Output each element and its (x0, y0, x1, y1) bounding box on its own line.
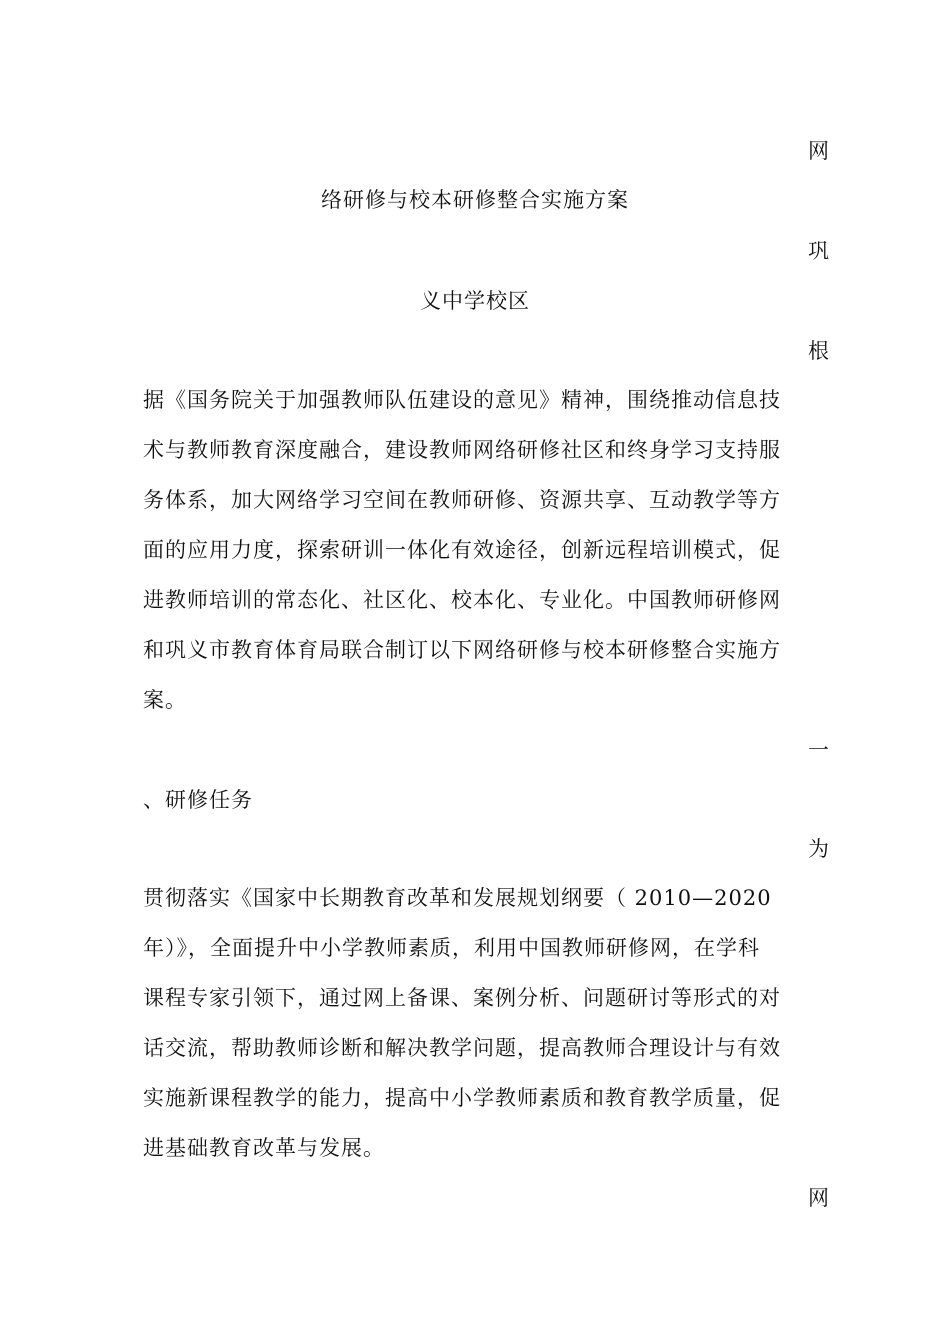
paragraph-2-line: 实施新课程教学的能力，提高中小学教师素质和教育教学质量，促 (143, 1086, 781, 1110)
paragraph-1-line: 案。 (143, 688, 187, 712)
paragraph-1-line: 和巩义市教育体育局联合制订以下网络研修与校本研修整合实施方 (143, 638, 781, 662)
right-fragment-3: 根 (808, 339, 830, 363)
right-fragment-4: 一 (808, 738, 830, 762)
right-fragment-5: 为 (808, 837, 830, 861)
paragraph-2-line: 年）》，全面提升中小学教师素质，利用中国教师研修网，在学科 (143, 936, 760, 960)
right-fragment-6: 网 (808, 1186, 830, 1210)
right-fragment-2: 巩 (808, 239, 830, 263)
paragraph-2-line: 贯彻落实《国家中长期教育改革和发展规划纲要（ 2010—2020 (143, 886, 772, 910)
document-subtitle: 义中学校区 (420, 289, 530, 313)
right-fragment-1: 网 (808, 139, 830, 163)
paragraph-1-line: 务体系，加大网络学习空间在教师研修、资源共享、互动教学等方 (143, 488, 781, 512)
paragraph-1-line: 进教师培训的常态化、社区化、校本化、专业化。中国教师研修网 (143, 588, 781, 612)
paragraph-2-line: 进基础教育改革与发展。 (143, 1136, 385, 1160)
paragraph-1-line: 术与教师教育深度融合，建设教师网络研修社区和终身学习支持服 (143, 438, 781, 462)
section-heading: 、研修任务 (143, 788, 253, 812)
paragraph-1-line: 据《国务院关于加强教师队伍建设的意见》精神，围绕推动信息技 (143, 388, 781, 412)
paragraph-2-line: 课程专家引领下，通过网上备课、案例分析、问题研讨等形式的对 (143, 986, 781, 1010)
document-title: 络研修与校本研修整合实施方案 (321, 188, 629, 212)
paragraph-1-line: 面的应用力度，探索研训一体化有效途径，创新远程培训模式，促 (143, 538, 781, 562)
paragraph-2-line: 话交流，帮助教师诊断和解决教学问题，提高教师合理设计与有效 (143, 1036, 781, 1060)
